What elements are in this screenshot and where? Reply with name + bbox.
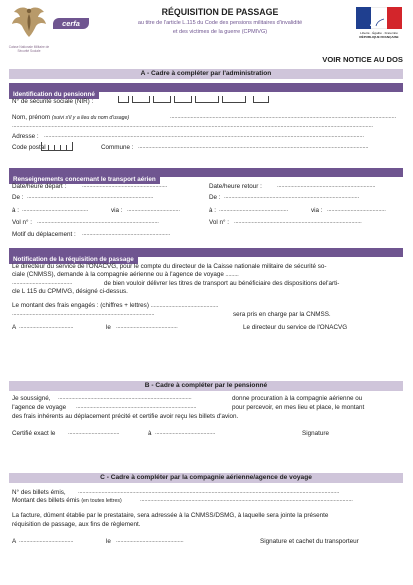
name-label: Nom, prénom — [12, 114, 51, 121]
from-return-label: De : — [209, 194, 221, 201]
proxy-text: donne procuration à la compagnie aérienne ou — [232, 395, 363, 402]
fees-text: des frais inhérents au déplacement précité et certifie avoir reçu les billets d'avion. — [12, 413, 239, 420]
identification-header — [9, 83, 403, 98]
nir-key-box[interactable] — [253, 96, 269, 103]
departure-label: Date/heure départ : — [12, 183, 67, 190]
tickets-label: N° des billets émis, — [12, 489, 66, 496]
invoice-text-2: réquisition de passage, aux fins de règlement. — [12, 521, 141, 528]
logo-caption: Caisse Nationale Militaire de Sécurité Sociale — [8, 45, 50, 53]
notice-link[interactable]: VOIR NOTICE AU DOS — [322, 55, 403, 64]
agency-field-2[interactable]: ......................................... — [12, 280, 73, 286]
identification-title: Identification du pensionné — [9, 90, 99, 99]
tickets-amount-label: Montant des billets émis — [12, 497, 80, 504]
amount-suffix: sera pris en charge par la CNMSS. — [233, 311, 331, 318]
certify-place-field[interactable]: ......................................... — [155, 430, 216, 436]
agency-label: l'agence de voyage — [12, 404, 67, 411]
name-field-line2[interactable]: ...................................................................................................................................................................................................................................................... — [12, 123, 373, 129]
rf-name: RÉPUBLIQUE FRANÇAISE — [359, 35, 399, 39]
declarant-field[interactable]: ........................................................................................... — [58, 395, 192, 401]
certify-label: Certifié exact le — [12, 430, 56, 437]
date-field-c[interactable]: .............................................. — [116, 538, 184, 544]
via-field[interactable]: .................................... — [127, 207, 180, 213]
carrier-signature: Signature et cachet du transporteur — [260, 538, 359, 545]
to-return-field[interactable]: ............................................... — [219, 207, 288, 213]
agency-field-b[interactable]: .................................................................................. — [76, 404, 197, 410]
invoice-text-1: La facture, dûment établie par le prestataire, sera adressée à la CNMSS/DSMG, à laquelle sera jointe la présente — [12, 512, 329, 519]
amount-label — [12, 302, 218, 310]
flight-return-label: Vol n° : — [209, 219, 230, 226]
rf-motto: Liberté · Égalité · Fraternité — [360, 31, 398, 35]
republique-francaise-logo — [356, 7, 402, 41]
via-return-field[interactable]: ........................................ — [327, 207, 386, 213]
certify-place-label: à — [148, 430, 152, 437]
nir-digit-box[interactable] — [118, 96, 129, 103]
address-field[interactable]: .......................................................................................................................................................................................................................... — [44, 133, 364, 139]
nir-digit-box[interactable] — [195, 96, 219, 103]
cerfa-label: cerfa — [62, 19, 80, 28]
amount-label-text: Le montant des frais engagés : (chiffres + lettres) — [12, 302, 149, 309]
pensioner-signature: Signature — [302, 430, 329, 437]
to-label: à : — [12, 207, 20, 214]
to-field[interactable]: ............................................. — [22, 207, 89, 213]
nir-label: N° de sécurité sociale (NIR) : — [12, 98, 94, 105]
flight-field[interactable]: ................................................................................... — [37, 219, 159, 225]
flight-return-field[interactable]: ....................................................................................... — [234, 219, 362, 225]
notification-text-2a: ciale (CNMSS), demande à la compagnie aérienne ou à l'agence de voyage — [12, 271, 224, 278]
postal-code-label: Code postal — [12, 144, 46, 151]
certify-date-field[interactable]: ................................... — [68, 430, 120, 436]
date-label-c: le — [106, 538, 111, 545]
nir-input[interactable] — [118, 96, 378, 105]
city-field[interactable]: ............................................................................................................................................................. — [138, 144, 369, 150]
section-b-header: B - Cadre à compléter par le pensionné — [9, 381, 403, 391]
reason-field[interactable]: ............................................................ — [82, 231, 171, 237]
collect-text: pour percevoir, en mes lieu et place, le montant — [232, 404, 365, 411]
nir-digit-box[interactable] — [222, 96, 246, 103]
notification-header — [9, 248, 403, 263]
from-label: De : — [12, 194, 24, 201]
notification-text-2 — [12, 271, 239, 279]
notification-text-4: cle L 115 du CPMIVG, désigné ci-dessus. — [12, 288, 128, 295]
cerfa-badge — [53, 18, 89, 29]
return-field[interactable]: ................................................................... — [277, 183, 376, 189]
declarant-label: Je soussigné, — [12, 395, 51, 402]
from-return-field[interactable]: ............................................................................................ — [224, 194, 359, 200]
address-label: Adresse : — [12, 133, 39, 140]
place-field-c[interactable]: ..................................... — [19, 538, 74, 544]
place-label-c: A — [12, 538, 17, 545]
marianne-flag-icon — [356, 7, 402, 29]
amount-field[interactable]: .............................................. — [150, 303, 219, 309]
tickets-amount-hint: (en toutes lettres) — [81, 498, 122, 504]
return-label: Date/heure retour : — [209, 183, 262, 190]
section-c-header: C - Cadre à compléter par la compagnie aérienne/agence de voyage — [9, 473, 403, 483]
flight-label: Vol n° : — [12, 219, 33, 226]
via-return-label: via : — [311, 207, 323, 214]
notification-text-1: Le directeur du service de l'ONACVG, pour le compte du directeur de la Caisse nationale militaire de sécurité so- — [12, 263, 327, 270]
nir-digit-box[interactable] — [132, 96, 150, 103]
eagle-emblem-icon — [8, 4, 50, 40]
place-field-a[interactable]: ..................................... — [19, 324, 74, 330]
director-signature: Le directeur du service de l'ONACVG — [243, 324, 348, 331]
city-label: Commune : — [101, 144, 134, 151]
tickets-field[interactable]: .................................................................................................................................................................................. — [78, 489, 340, 495]
name-hint: (suivi s'il y a lieu du nom d'usage) — [51, 115, 130, 121]
transport-title: Renseignements concernant le transport aérien — [9, 175, 160, 184]
postal-code-input[interactable] — [41, 142, 73, 151]
from-field[interactable]: ...................................................................................... — [27, 194, 154, 200]
date-field-a[interactable]: .......................................... — [116, 324, 178, 330]
amount-field-2[interactable]: ................................................................................................. — [12, 311, 155, 317]
cnmss-logo — [8, 4, 50, 53]
agency-field[interactable]: ......... — [223, 272, 239, 278]
transport-header — [9, 168, 403, 183]
nir-digit-box[interactable] — [153, 96, 171, 103]
place-label-a: A — [12, 324, 17, 331]
name-label-row — [12, 114, 129, 122]
page-title: RÉQUISITION DE PASSAGE — [161, 7, 279, 17]
tickets-amount-field[interactable]: ................................................................................................................................................. — [140, 497, 353, 503]
reason-label: Motif du déplacement : — [12, 231, 76, 238]
tickets-amount-label-row — [12, 497, 122, 505]
to-return-label: à : — [209, 207, 217, 214]
page-subtitle-2: et des victimes de la guerre (CPMIVG) — [172, 29, 268, 35]
date-label-a: le — [106, 324, 111, 331]
via-label: via : — [111, 207, 123, 214]
notification-text-3: de bien vouloir délivrer les titres de transport au bénéficiaire des dispositions del'arti- — [104, 280, 340, 287]
nir-digit-box[interactable] — [174, 96, 192, 103]
notification-title: Notification de la réquisition de passage — [9, 255, 138, 264]
section-a-header: A - Cadre à compléter par l'administration — [9, 69, 403, 79]
page-subtitle-1: au titre de l'article L.115 du Code des pensions militaires d'invalidité — [137, 20, 303, 26]
name-field[interactable]: .......................................................................................................................................................... — [170, 114, 396, 120]
departure-field[interactable]: .......................................................... — [82, 183, 168, 189]
